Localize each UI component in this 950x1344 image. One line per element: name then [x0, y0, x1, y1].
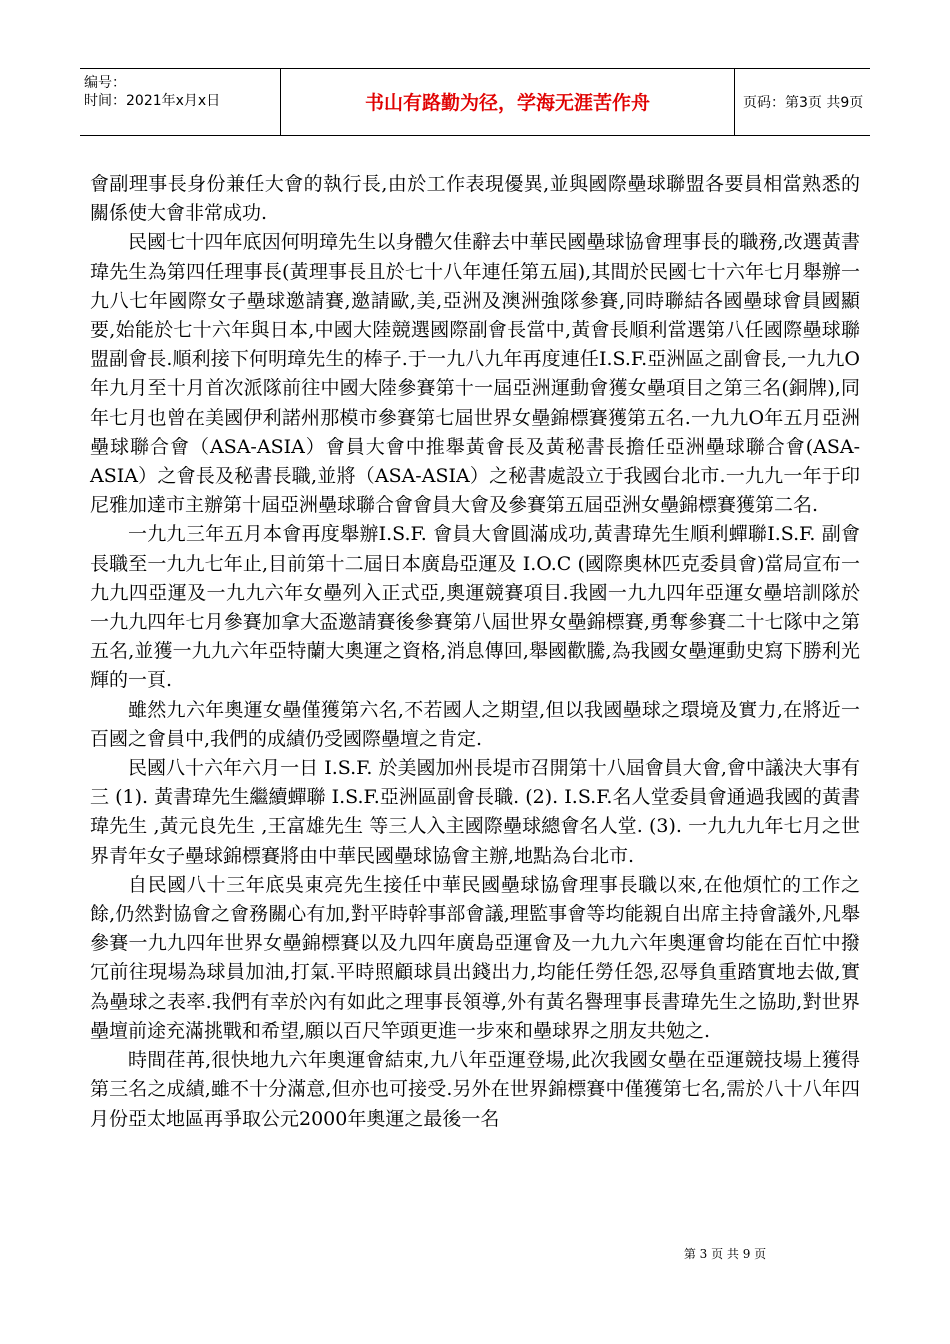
- paragraph-5: 民國八十六年六月一日 I.S.F. 於美國加州長堤市召開第十八屆會員大會,會中議決大事有三 (1). 黃書瑋先生繼續蟬聯 I.S.F.亞洲區副會長職. (2). I.S.F.名人堂委員會通過我國的黃書瑋先生 ,黃元良先生 ,王富雄先生 等三人入主國際壘球總會名人堂. (3). 一九九九年七月之世界青年女子壘球錦標賽將由中華民國壘球協會主辦,地點為台北市.: [90, 757, 860, 867]
- footer-page-number: 第 3 页 共 9 页: [683, 1247, 767, 1261]
- paragraph-6: 自民國八十三年底吳東亮先生接任中華民國壘球協會理事長職以來,在他煩忙的工作之餘,仍然對協會之會務關心有加,對平時幹事部會議,理監事會等均能親自出席主持會議外,凡舉參賽一九九四年世界女壘錦標賽以及九四年廣島亞運會及一九九六年奧運會均能在百忙中撥冗前往現場為球員加油,打氣.平時照顧球員出錢出力,均能任勞任怨,忍辱負重踏實地去做,實為壘球之表率.我們有幸於內有如此之理事長領導,外有黃名譽理事長書瑋先生之協助,對世界壘壇前途充滿挑戰和希望,願以百尺竿頭更進一步來和壘球界之朋友共勉之.: [90, 873, 860, 1042]
- header-page-cell: [735, 69, 870, 135]
- page-header: [80, 68, 870, 136]
- motto-text: 书山有路勤为径，学海无涯苦作舟: [364, 92, 650, 114]
- paragraph-4: 雖然九六年奧運女壘僅獲第六名,不若國人之期望,但以我國壘球之環境及實力,在將近一百國之會員中,我們的成績仍受國際壘壇之肯定.: [90, 698, 860, 750]
- document-body: [90, 170, 860, 1134]
- paragraph-7: 時間荏苒,很快地九六年奧運會結束,九八年亞運登場,此次我國女壘在亞運競技場上獲得第三名之成績,雖不十分滿意,但亦也可接受.另外在世界錦標賽中僅獲第七名,需於八十八年四月份亞太地區再爭取公元2000年奧運之最後一名: [90, 1049, 860, 1130]
- page-footer: [0, 1246, 950, 1262]
- time-label: 时间：2021年x月x日: [84, 93, 221, 109]
- paragraph-3: 一九九三年五月本會再度舉辦I.S.F. 會員大會圓滿成功,黃書瑋先生順利蟬聯I.S.F. 副會長職至一九九七年止,目前第十二屆日本廣島亞運及 I.O.C (國際奧林匹克委員會)當局宣布一九九四亞運及一九九六年女壘列入正式亞,奧運競賽項目.我國一九九四年亞運女壘培訓隊於一九九四年七月參賽加拿大盃邀請賽後參賽第八屆世界女壘錦標賽,勇奪參賽二十七隊中之第五名,並獲一九九六年亞特蘭大奧運之資格,消息傳回,舉國歡騰,為我國女壘運動史寫下勝利光輝的一頁.: [90, 523, 860, 692]
- paragraph-1: 會副理事長身份兼任大會的執行長,由於工作表現優異,並與國際壘球聯盟各要員相當熟悉的關係使大會非常成功.: [90, 173, 860, 225]
- number-label: 编号：: [84, 75, 126, 91]
- paragraph-2: 民國七十四年底因何明璋先生以身體欠佳辭去中華民國壘球協會理事長的職務,改選黃書瑋先生為第四任理事長(黃理事長且於七十八年連任第五屆),其間於民國七十六年七月舉辦一九八七年國際女子壘球邀請賽,邀請歐,美,亞洲及澳洲強隊參賽,同時聯結各國壘球會員國顯要,始能於七十六年與日本,中國大陸競選國際副會長當中,黃會長順利當選第八任國際壘球聯盟副會長.順利接下何明璋先生的棒子.于一九八九年再度連任I.S.F.亞洲區之副會長,一九九O年九月至十月首次派隊前往中國大陸參賽第十一屆亞洲運動會獲女壘項目之第三名(銅牌),同年七月也曾在美國伊利諾州那模市參賽第七屆世界女壘錦標賽獲第五名.一九九O年五月亞洲壘球聯合會（ASA-ASIA）會員大會中推舉黃會長及黃秘書長擔任亞洲壘球聯合會(ASA-ASIA）之會長及秘書長職,並將（ASA-ASIA）之秘書處設立于我國台北市.一九九一年于印尼雅加達市主辦第十屆亞洲壘球聯合會會員大會及參賽第五屆亞洲女壘錦標賽獲第二名.: [90, 231, 860, 517]
- header-motto-cell: [280, 69, 735, 135]
- page-number-label: 页码：第3页 共9页: [743, 95, 864, 111]
- header-meta: [80, 69, 280, 135]
